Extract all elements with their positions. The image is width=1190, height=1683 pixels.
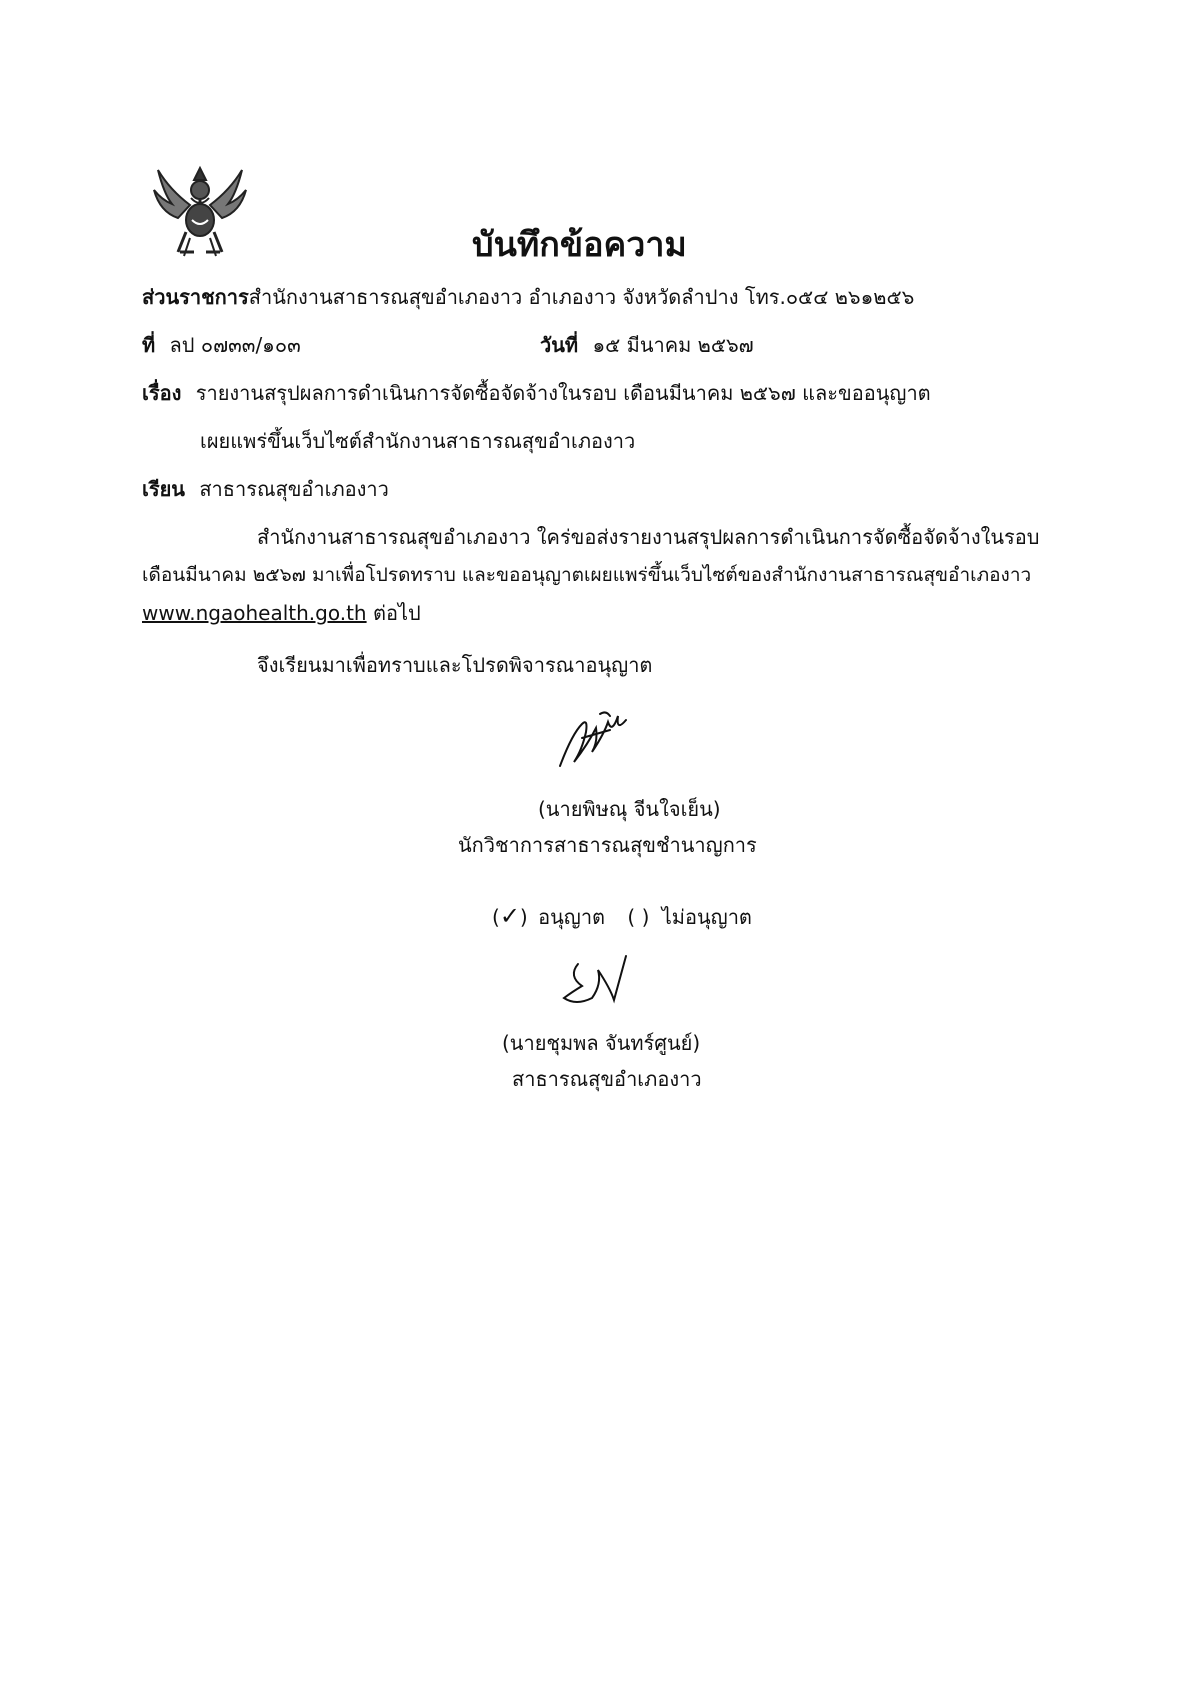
body-line-2: เดือนมีนาคม ๒๕๖๗ มาเพื่อโปรดทราบ และขออนุญาตเผยแพร่ขึ้นเว็บไซต์ของสำนักงานสาธารณสุขอำเภองาว xyxy=(142,564,1032,586)
ref-line xyxy=(142,332,301,358)
approval-open-paren: ( xyxy=(492,905,500,929)
subject-text-2: เผยแพร่ขึ้นเว็บไซต์สำนักงานสาธารณสุขอำเภองาว xyxy=(200,429,636,453)
website-link[interactable]: www.ngaohealth.go.th xyxy=(142,601,367,625)
closing-line: จึงเรียนมาเพื่อทราบและโปรดพิจารณาอนุญาต xyxy=(257,653,653,677)
check-mark-icon[interactable]: ✓ xyxy=(499,902,520,930)
approve-label: อนุญาต xyxy=(538,905,606,929)
body-line-3-suffix: ต่อไป xyxy=(366,601,421,625)
to-label: เรียน xyxy=(142,477,185,501)
signature-1 xyxy=(552,704,632,772)
deny-checkbox[interactable]: ( ) xyxy=(627,905,650,929)
body-line-3 xyxy=(142,600,421,626)
signer1-name: (นายพิษณุ จีนใจเย็น) xyxy=(538,797,721,821)
to-line xyxy=(142,476,389,502)
body-line-1: สำนักงานสาธารณสุขอำเภองาว ใคร่ขอส่งรายงานสรุปผลการดำเนินการจัดซื้อจัดจ้างในรอบ xyxy=(257,525,1040,549)
ref-label: ที่ xyxy=(142,333,156,357)
agency-value: สำนักงานสาธารณสุขอำเภองาว อำเภองาว จังหวัดลำปาง โทร.๐๕๔ ๒๖๑๒๕๖ xyxy=(248,285,915,309)
to-value: สาธารณสุขอำเภองาว xyxy=(199,477,389,501)
ref-value: ลป ๐๗๓๓/๑๐๓ xyxy=(169,333,301,357)
subject-text-1: รายงานสรุปผลการดำเนินการจัดซื้อจัดจ้างในรอบ เดือนมีนาคม ๒๕๖๗ และขออนุญาต xyxy=(195,381,931,405)
garuda-emblem xyxy=(150,160,250,260)
signature-2 xyxy=(558,948,638,1010)
signer2-name: (นายชุมพล จันทร์ศูนย์) xyxy=(502,1031,701,1055)
subject-label: เรื่อง xyxy=(142,381,182,405)
date-label: วันที่ xyxy=(540,333,579,357)
approval-close-paren: ) xyxy=(519,905,528,929)
date-value: ๑๕ มีนาคม ๒๕๖๗ xyxy=(592,333,754,357)
agency-line xyxy=(142,284,914,310)
date-line xyxy=(540,332,754,358)
memo-title: บันทึกข้อความ xyxy=(472,225,687,265)
signer1-position: นักวิชาการสาธารณสุขชำนาญการ xyxy=(458,833,757,857)
subject-line xyxy=(142,380,931,406)
signer2-position: สาธารณสุขอำเภองาว xyxy=(512,1067,702,1091)
deny-label: ไม่อนุญาต xyxy=(661,905,752,929)
agency-label: ส่วนราชการ xyxy=(142,285,249,309)
approval-line xyxy=(492,903,752,930)
